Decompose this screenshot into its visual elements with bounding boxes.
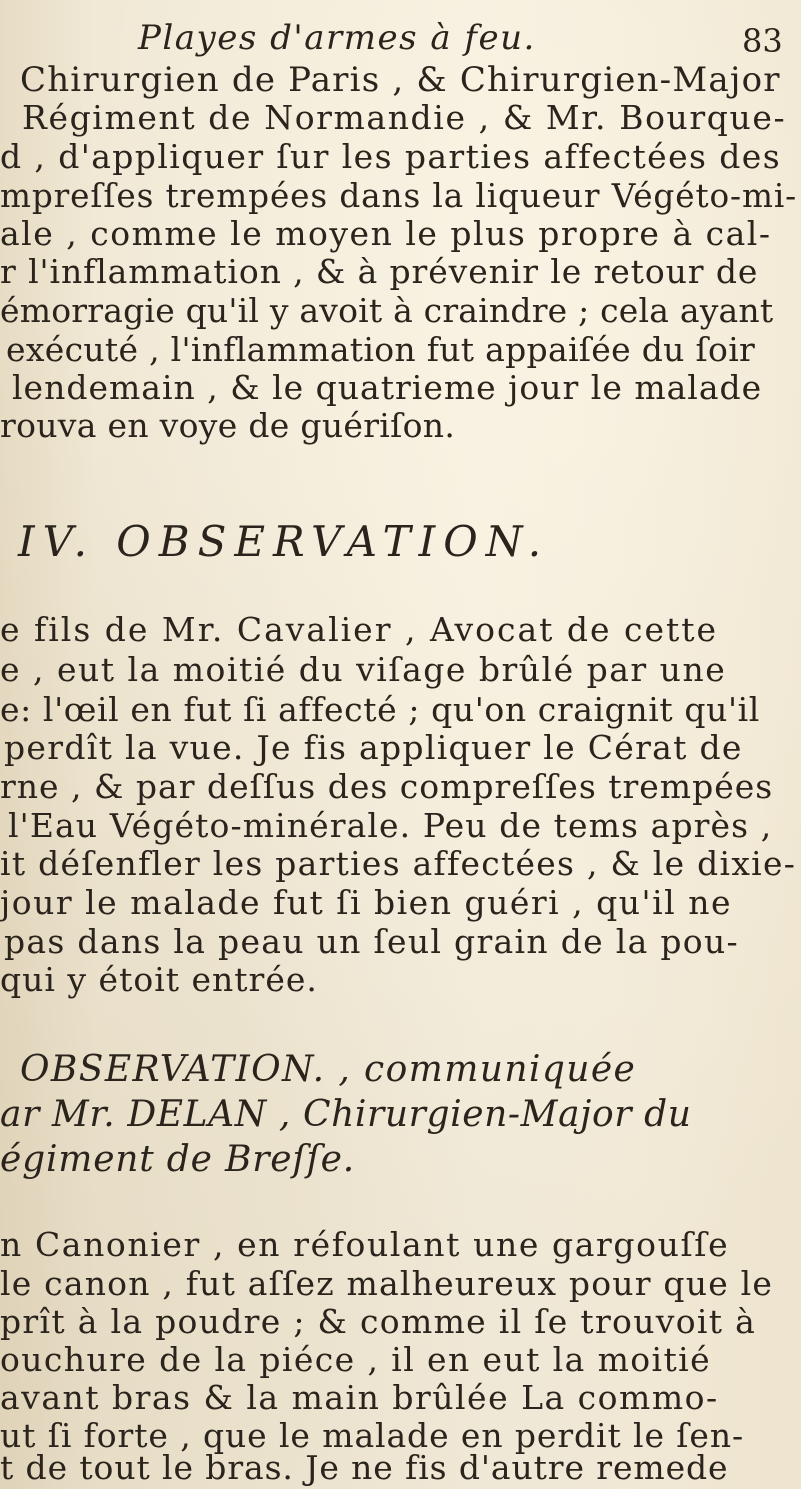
running-title: Playes d'armes à feu. [138, 18, 536, 58]
text-line: lendemain , & le quatrieme jour le malade [12, 368, 763, 407]
text-line: perdît la vue. Je fis appliquer le Cérat de [4, 728, 743, 767]
observation-regiment: égiment de Breſſe. [0, 1139, 355, 1180]
text-line: Chirurgien de Paris , & Chirurgien-Major [20, 60, 781, 100]
text-line: r l'inflammation , & à prévenir le retour de [0, 252, 759, 291]
text-line: jour le malade fut ſi bien guéri , qu'il ne [0, 883, 732, 922]
text-line: rouva en voye de guériſon. [0, 406, 456, 445]
text-line: mpreſſes trempées dans la liqueur Végéto-mi- [0, 176, 798, 215]
text-line: prît à la poudre ; & comme il ſe trouvoit à [0, 1302, 757, 1341]
text-line: rne , & par deſſus des compreſſes trempées [0, 767, 774, 806]
text-line: d , d'appliquer ſur les parties affectées des [0, 137, 782, 176]
text-line: émorragie qu'il y avoit à craindre ; cela ayant [0, 291, 774, 330]
text-line: e fils de Mr. Cavalier , Avocat de cette [0, 610, 719, 649]
text-line: t de tout le bras. Je ne fis d'autre remede [0, 1448, 729, 1487]
text-line: exécuté , l'inflammation fut appaiſée du ſoir [6, 330, 756, 369]
text-line: ale , comme le moyen le plus propre à cal- [0, 214, 772, 253]
text-line: avant bras & la main brûlée La commo- [0, 1378, 719, 1417]
observation-heading: IV. OBSERVATION. [18, 517, 550, 566]
page-number: 83 [742, 22, 783, 60]
text-line: qui y étoit entrée. [0, 960, 318, 999]
text-line: Régiment de Normandie , & Mr. Bourque- [22, 98, 787, 137]
text-line: n Canonier , en réfoulant une gargouſſe [0, 1225, 730, 1264]
text-line: e , eut la moitié du viſage brûlé par une [0, 650, 727, 689]
observation-byline: ar Mr. DELAN , Chirurgien-Major du [0, 1094, 692, 1135]
observation-heading: OBSERVATION. , communiquée [20, 1049, 637, 1090]
text-line: le canon , fut aſſez malheureux pour que le [0, 1264, 774, 1303]
text-line: ouchure de la piéce , il en eut la moitié [0, 1340, 712, 1379]
text-line: it déſenfler les parties affectées , & le dixie- [0, 844, 797, 883]
text-line: l'Eau Végéto-minérale. Peu de tems après , [8, 806, 773, 845]
text-line: pas dans la peau un ſeul grain de la pou- [4, 922, 739, 961]
text-line: e: l'œil en fut ſi affecté ; qu'on craignit qu'il [0, 690, 760, 729]
text-line: ut ſi forte , que le malade en perdit le ſen- [0, 1416, 745, 1455]
